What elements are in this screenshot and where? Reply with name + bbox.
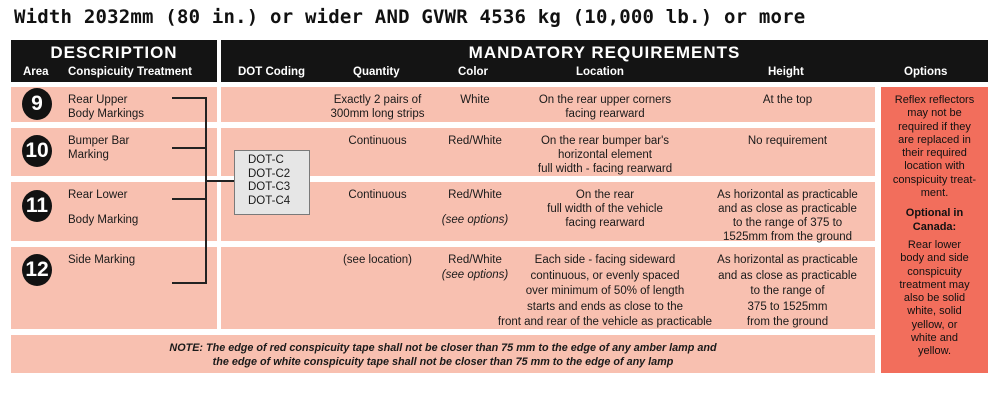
color-11-note: (see options) [441,214,509,226]
height-11-line-2: and as close as practicable [718,203,857,215]
treatment-10 [68,134,129,162]
options-line-1: Reflex reflectors [894,94,975,106]
location-11-line-1: On the rear [575,189,635,201]
col-header-options: Options [904,66,948,78]
area-badge-11: 11 [22,190,52,222]
height-12-line-1: As horizontal as practicable [717,254,858,266]
note-line-2: the edge of white conspicuity tape shall not be closer than 75 mm to the edge of any lamp [212,356,674,368]
treatment-9-line-1: Rear Upper [68,94,128,106]
location-11 [500,188,710,230]
quantity-9-line-1: Exactly 2 pairs of [333,94,422,106]
options-line-5: their required [902,147,967,160]
mandatory-header-title: MANDATORY REQUIREMENTS [468,43,741,62]
location-9-line-2: facing rearward [565,108,645,120]
dot-code-c: DOT-C [248,154,284,166]
quantity-12: (see location) [342,254,413,266]
options-heading-line-2: Canada: [912,220,957,233]
height-9: At the top [762,94,813,106]
location-12-line-1: Each side - facing sideward [534,254,676,266]
dot-code-c2: DOT-C2 [248,167,291,180]
col-header-treatment: Conspicuity Treatment [68,66,192,78]
location-10-line-1: On the rear bumper bar's [540,135,670,147]
color-11: Red/White [448,189,502,201]
location-9-line-1: On the rear upper corners [538,94,672,106]
area-badge-9: 9 [22,88,52,120]
color-10: Red/White [448,135,502,147]
location-11-line-3: facing rearward [565,217,645,229]
connector-line-vertical [205,97,207,284]
options-line-3: required if they [898,120,971,133]
quantity-9 [320,93,435,121]
location-11-line-2: full width of the vehicle [547,203,663,215]
height-10: No requirement [747,135,828,147]
color-12: Red/White [448,254,502,266]
options-heading [881,207,988,234]
location-10-line-3: full width - facing rearward [537,163,673,175]
options-canada-line-7: yellow, or [911,318,958,331]
height-11-line-4: 1525mm from the ground [722,231,853,243]
col-header-area: Area [23,66,49,78]
options-canada-line-5: also be solid [903,292,966,305]
location-12 [490,253,720,331]
options-canada-line-3: conspicuity [907,265,962,278]
col-header-quantity: Quantity [353,66,400,78]
options-heading-line-1: Optional in [905,207,964,220]
options-line-2: may not be [907,107,962,120]
treatment-10-line-1: Bumper Bar [68,135,130,147]
height-12-line-4: 375 to 1525mm [747,300,828,313]
dot-code-c3: DOT-C3 [248,181,291,193]
options-line-6: location with [904,160,965,173]
height-12-line-3: to the range of [750,285,825,297]
height-11-line-3: to the range of 375 to [732,217,843,229]
treatment-9-line-2: Body Markings [68,108,145,120]
quantity-9-line-2: 300mm long strips [330,108,425,120]
height-12-line-2: and as close as practicable [718,269,857,282]
area-badge-10: 10 [22,135,52,167]
area-badge-12: 12 [22,254,52,286]
treatment-12: Side Marking [68,254,136,266]
options-canada-line-6: white, solid [907,305,962,318]
height-12 [700,253,875,331]
connector-line-12 [172,282,206,284]
color-12-note: (see options) [441,269,509,281]
location-12-line-3: over minimum of 50% of length [525,285,685,297]
connector-line-10 [172,147,206,149]
description-header-title: DESCRIPTION [50,43,178,62]
page-title: Width 2032mm (80 in.) or wider AND GVWR 4536 kg (10,000 lb.) or more [14,6,806,28]
connector-line-to-dot [205,180,235,182]
quantity-11: Continuous [348,189,407,201]
note-text [11,341,875,369]
treatment-9 [68,93,144,121]
dot-code-c4: DOT-C4 [248,194,291,207]
options-text [881,94,988,359]
treatment-11-top: Rear Lower [68,189,128,201]
options-canada-line-8: white and [910,332,959,345]
options-line-8: ment. [920,187,949,200]
location-10 [500,134,710,176]
location-9 [500,93,710,121]
options-line-7: conspicuity treat- [892,173,977,186]
quantity-10: Continuous [348,135,407,147]
height-11 [700,188,875,244]
options-canada-line-9: yellow. [917,345,952,358]
options-canada-text [881,239,988,359]
location-12-line-2: continuous, or evenly spaced [530,269,680,282]
connector-line-9 [172,97,206,99]
options-canada-line-2: body and side [900,252,969,265]
col-header-location: Location [576,66,624,78]
location-12-line-4: starts and ends as close to the [527,300,683,313]
options-canada-line-4: treatment may [899,278,970,291]
location-10-line-2: horizontal element [558,149,652,161]
treatment-11-bottom: Body Marking [68,214,139,226]
dot-coding-box [234,150,310,215]
col-header-dot-coding: DOT Coding [238,66,306,78]
treatment-10-line-2: Marking [68,149,109,161]
height-11-line-1: As horizontal as practicable [717,189,858,201]
height-12-line-5: from the ground [746,316,829,328]
options-canada-line-1: Rear lower [907,238,962,251]
color-9: White [460,94,490,106]
col-header-color: Color [458,66,489,78]
col-header-height: Height [768,66,804,78]
note-line-1: NOTE: The edge of red conspicuity tape shall not be closer than 75 mm to the edge of any amber lamp and [169,342,717,354]
connector-line-11 [172,198,206,200]
location-12-line-5: front and rear of the vehicle as practicable [497,316,713,328]
options-line-4: are replaced in [898,133,971,146]
